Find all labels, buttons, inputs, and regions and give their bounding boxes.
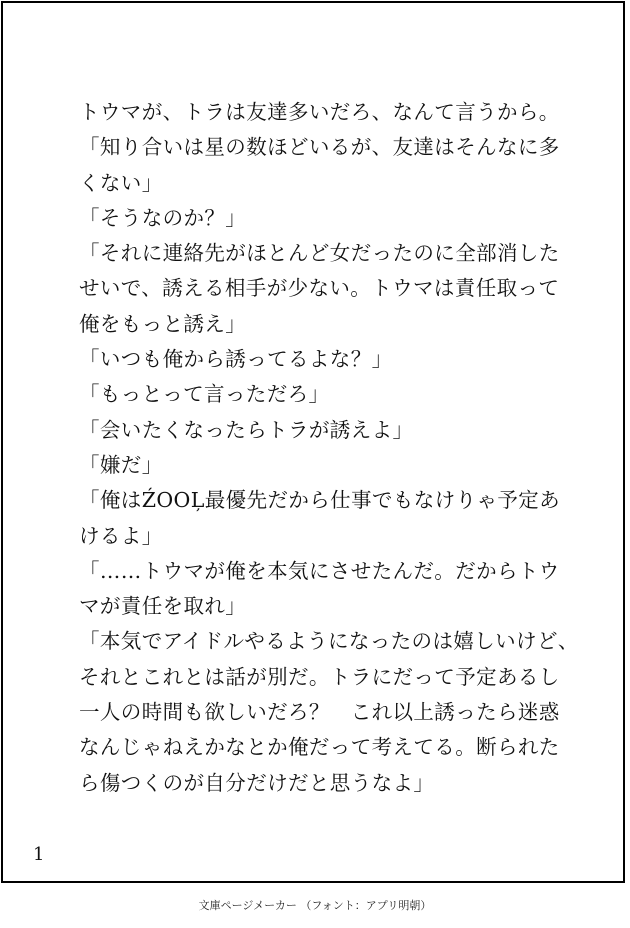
text-line: 俺をもっと誘え」	[79, 311, 247, 336]
text-line: マが責任を取れ」	[79, 594, 247, 619]
footer-credit: 文庫ページメーカー （フォント：アプリ明朝）	[198, 899, 432, 912]
text-line: 「もっとって言っただろ」	[79, 382, 330, 407]
text-line: 「俺はŹOOĻ最優先だから仕事でもなけりゃ予定あ	[79, 488, 561, 513]
text-body	[79, 95, 579, 801]
text-line: ら傷つくのが自分だけだと思うなよ」	[79, 770, 435, 795]
text-line: 「そうなのか？」	[79, 205, 247, 230]
text-line: 「いつも俺から誘ってるよな？」	[79, 347, 393, 372]
text-line: 「……トウマが俺を本気にさせたんだ。だからトウ	[79, 558, 560, 583]
text-line: 「会いたくなったらトラが誘えよ」	[79, 417, 414, 442]
text-line: なんじゃねえかなとか俺だって考えてる。断られた	[79, 735, 560, 760]
text-line: トウマが、トラは友達多いだろ、なんて言うから。	[79, 100, 560, 124]
text-line: 「嫌だ」	[79, 452, 163, 477]
text-line: 「それに連絡先がほとんど女だったのに全部消した	[79, 241, 560, 266]
page-frame	[1, 1, 625, 883]
page-number: 1	[33, 844, 45, 865]
text-line: それとこれとは話が別だ。トラにだって予定あるし	[79, 664, 560, 689]
text-line: けるよ」	[79, 523, 163, 548]
text-line: 「知り合いは星の数ほどいるが、友達はそんなに多	[79, 135, 560, 160]
text-line: 「本気でアイドルやるようになったのは嬉しいけど、	[79, 629, 579, 654]
text-line: 一人の時間も欲しいだろ？ これ以上誘ったら迷惑	[79, 700, 560, 725]
text-line: くない」	[79, 170, 163, 195]
text-line: せいで、誘える相手が少ない。トウマは責任取って	[79, 276, 560, 301]
